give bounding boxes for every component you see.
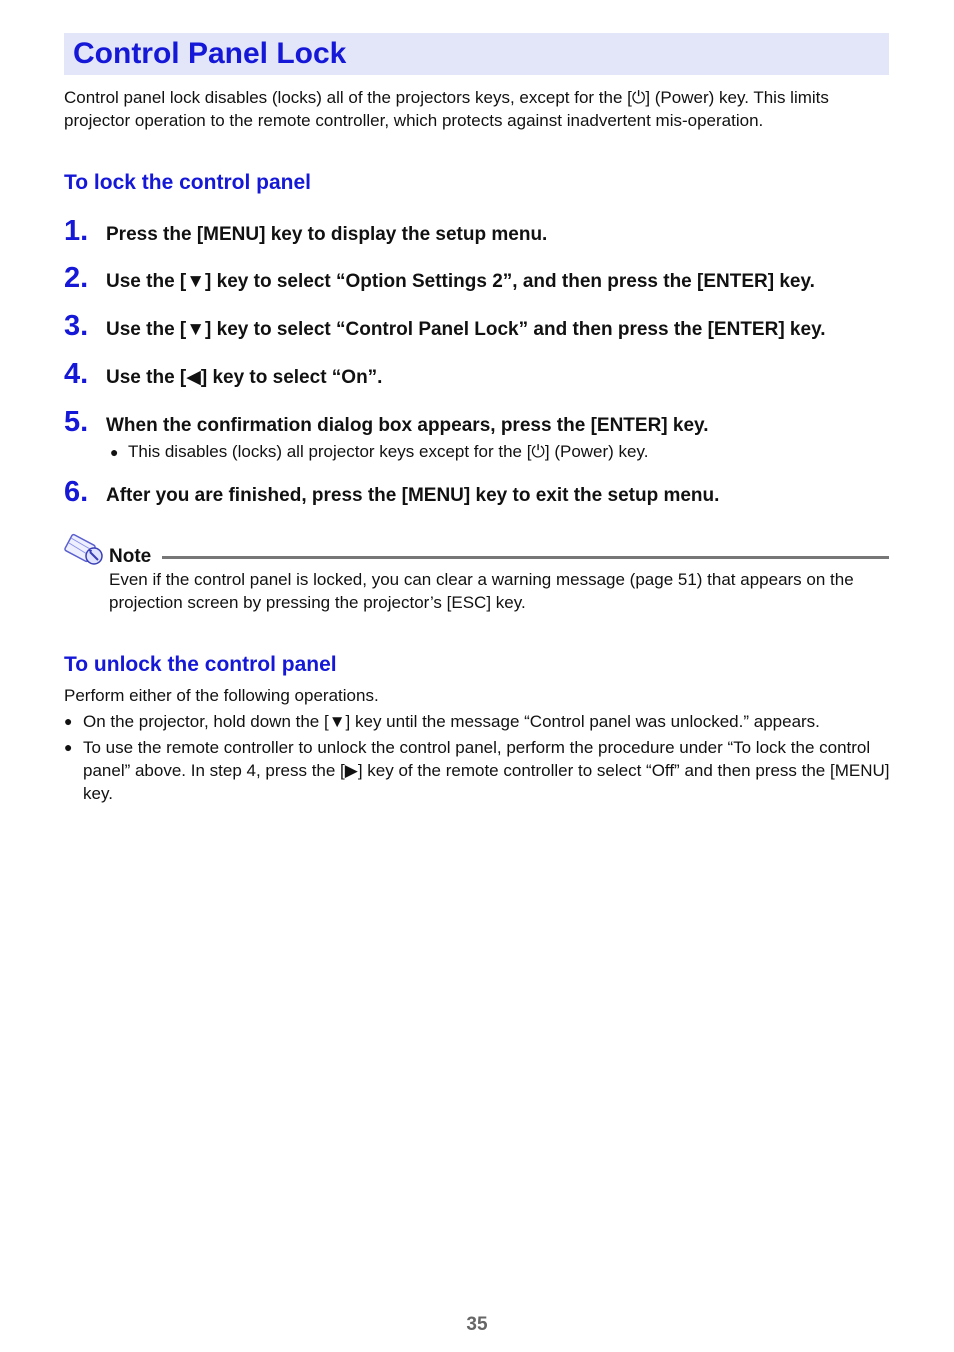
unlock-heading: To unlock the control panel xyxy=(64,653,337,676)
pencil-note-icon xyxy=(64,530,106,568)
bullet-dot-icon: ● xyxy=(110,444,119,460)
step-text: Use the [▼] key to select “Option Settings 2”, and then press the [ENTER] key. xyxy=(106,271,815,292)
intro-paragraph: Control panel lock disables (locks) all of the projectors keys, except for the [⏻] (Power) key. This limits projector operation to the remote controller, which protects against inadvertent mis-operation. xyxy=(64,88,829,130)
bullet-dot-icon: ● xyxy=(64,739,73,755)
step-text: When the confirmation dialog box appears, press the [ENTER] key. xyxy=(106,415,709,436)
page-title: Control Panel Lock xyxy=(73,37,347,70)
step-text: Use the [◀] key to select “On”. xyxy=(106,367,383,388)
unlock-intro: Perform either of the following operations. xyxy=(64,686,379,705)
step-text: Use the [▼] key to select “Control Panel Lock” and then press the [ENTER] key. xyxy=(106,319,826,340)
step-number: 2. xyxy=(64,262,89,294)
note-text: Even if the control panel is locked, you can clear a warning message (page 51) that appears on the projection screen by pressing the projector’s [ESC] key. xyxy=(109,570,854,612)
note-divider xyxy=(162,556,889,559)
step-number: 5. xyxy=(64,406,89,438)
step-bullet-text: This disables (locks) all projector keys except for the [⏻] (Power) key. xyxy=(128,442,649,461)
step-text: After you are finished, press the [MENU] key to exit the setup menu. xyxy=(106,485,720,506)
list-item-text: To use the remote controller to unlock the control panel, perform the procedure under “To lock the control panel” above. In step 4, press the [▶] key of the remote controller to select “Off” and then press the [MENU] key. xyxy=(83,738,890,803)
step-number: 6. xyxy=(64,476,89,508)
step-number: 4. xyxy=(64,358,89,390)
step-bullet xyxy=(110,440,648,464)
bullet-dot-icon: ● xyxy=(64,713,73,729)
note-label: Note xyxy=(109,546,152,567)
list-item xyxy=(64,736,894,805)
list-item xyxy=(64,710,894,733)
lock-heading: To lock the control panel xyxy=(64,171,311,194)
step-text: Press the [MENU] key to display the setup menu. xyxy=(106,224,548,245)
title-bar xyxy=(64,33,889,75)
step-number: 3. xyxy=(64,310,89,342)
step-number: 1. xyxy=(64,215,89,247)
page-number: 35 xyxy=(466,1314,488,1335)
note-box xyxy=(64,530,889,620)
list-item-text: On the projector, hold down the [▼] key until the message “Control panel was unlocked.” appears. xyxy=(83,712,820,731)
